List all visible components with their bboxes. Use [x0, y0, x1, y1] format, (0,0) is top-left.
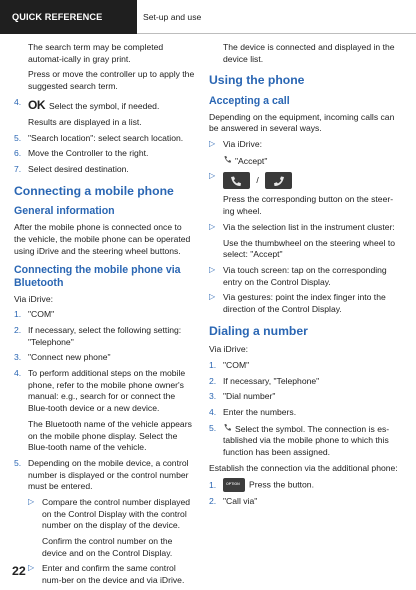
bullet-item: ▷ Compare the control number displayed on the Control Display with the control number on the display of the device.	[28, 496, 191, 531]
list-item: 3. "Connect new phone"	[14, 352, 111, 363]
bullet-item: ▷ Via iDrive:	[209, 139, 263, 150]
steering-phone-button-icon	[265, 172, 292, 189]
chapter-title: Set-up and use	[143, 12, 202, 22]
triangle-bullet-icon: ▷	[209, 221, 216, 231]
list-item: 1. "COM"	[14, 309, 55, 320]
triangle-bullet-icon: ▷	[28, 563, 35, 573]
heading-general: General information	[14, 205, 115, 218]
right-column	[209, 42, 401, 512]
via-idrive-label: Via iDrive:	[14, 293, 54, 304]
list-item: 1. "COM"	[209, 359, 250, 370]
bullet-note: Confirm the control number on the device and on the Control Display.	[42, 536, 173, 558]
list-item: 5. Depending on the mobile device, a control number is displayed or the control number must be entered.	[14, 457, 189, 492]
accepting-paragraph: Depending on the equipment, incoming calls can be answered in several ways.	[209, 111, 395, 134]
list-item: 4. OK Select the symbol, if needed.	[14, 96, 160, 112]
list-item: 7. Select desired destination.	[14, 164, 129, 175]
heading-using: Using the phone	[209, 73, 305, 88]
list-item: 5. Select the symbol. The connection is es-tablished via the mobile phone to which this function has been assigned.	[209, 422, 390, 458]
press-paragraph: Press the corresponding button on the steer-ing wheel.	[223, 194, 394, 217]
bullet-item: ▷ Via gestures: point the index finger into the direction of the Control Display.	[209, 292, 386, 314]
establish-paragraph: Establish the connection via the additional phone:	[209, 462, 398, 473]
triangle-bullet-icon: ▷	[209, 171, 216, 181]
bullet-item: ▷ /	[209, 171, 401, 190]
triangle-bullet-icon: ▷	[209, 139, 216, 149]
general-paragraph: After the mobile phone is connected once to the vehicle, the mobile phone can be operated using iDrive and the steering wheel buttons.	[14, 222, 191, 256]
section-title: QUICK REFERENCE	[12, 12, 103, 22]
accept-call-button-icon	[223, 172, 250, 189]
step-note: Results are displayed in a list.	[28, 117, 142, 128]
option-button-icon: OPTION	[223, 478, 245, 492]
heading-dialing: Dialing a number	[209, 323, 308, 338]
chapter-tab	[137, 0, 416, 34]
intro-paragraph: The search term may be completed automat-ically in gray print.	[28, 42, 164, 64]
list-item: 4. To perform additional steps on the mobile phone, refer to the mobile phone owner's manual: e.g., search for or connect the Blue-tooth device or a new device.	[14, 368, 186, 414]
bullet-item: ▷ Via the selection list in the instrument cluster:	[209, 221, 395, 232]
phone-dial-icon	[223, 423, 232, 435]
list-item: 6. Move the Controller to the right.	[14, 148, 149, 159]
triangle-bullet-icon: ▷	[28, 496, 35, 506]
accept-option: "Accept"	[209, 155, 401, 168]
phone-accept-icon	[223, 155, 232, 167]
list-item: 4. Enter the numbers.	[209, 407, 297, 418]
heading-connecting: Connecting a mobile phone	[14, 183, 174, 198]
intro-paragraph: Press or move the controller up to apply the suggested search term.	[28, 69, 195, 92]
list-item: 2. If necessary, select the following setting: "Telephone"	[14, 325, 182, 347]
left-column	[14, 42, 196, 590]
connected-paragraph: The device is connected and displayed in the device list.	[223, 42, 395, 64]
thumbwheel-paragraph: Use the thumbwheel on the steering wheel to select: "Accept"	[223, 237, 395, 260]
list-item: 2. "Call via"	[209, 496, 258, 507]
list-item: 3. "Dial number"	[209, 391, 276, 402]
list-item: 1. OPTION Press the button.	[209, 478, 401, 492]
step-note: The Bluetooth name of the vehicle appears on the mobile phone display. Select the Blue-tooth name of the vehicle.	[28, 418, 192, 453]
page-number: 22	[12, 564, 26, 578]
bullet-item: ▷ Enter and confirm the same control num-ber on the device and via iDrive.	[28, 563, 185, 586]
ok-icon: OK	[28, 97, 45, 112]
list-item: 2. If necessary, "Telephone"	[209, 375, 320, 386]
via-idrive-label: Via iDrive:	[209, 344, 249, 355]
page-header	[0, 0, 416, 34]
heading-accepting: Accepting a call	[209, 95, 290, 108]
triangle-bullet-icon: ▷	[209, 264, 216, 274]
bullet-item: ▷ Via touch screen: tap on the corresponding entry on the Control Display.	[209, 264, 387, 287]
list-item: 5. "Search location": select search location.	[14, 132, 184, 143]
section-tab	[0, 0, 137, 34]
triangle-bullet-icon: ▷	[209, 292, 216, 302]
heading-bluetooth: Connecting the mobile phone via Bluetooth	[14, 264, 181, 289]
